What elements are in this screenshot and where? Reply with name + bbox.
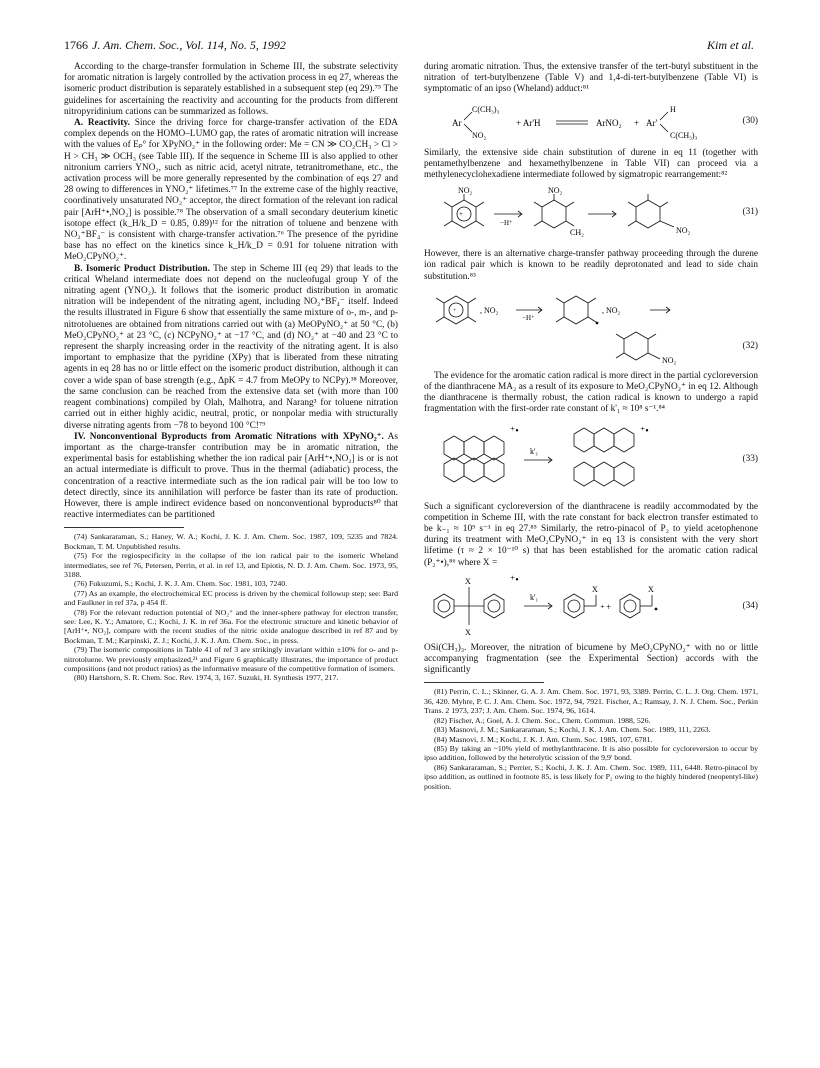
- eq32-no2b: , NO₂: [602, 305, 621, 315]
- footnote: (74) Sankararaman, S.; Haney, W. A.; Kochi, J. K. J. Am. Chem. Soc. 1987, 109, 5235 and 7824. Bockman, T. M. Unpublished results.: [64, 532, 398, 551]
- svg-text:⁺•: ⁺•: [640, 425, 649, 437]
- paragraph: OSi(CH₃)₃. Moreover, the nitration of bicumene by MeO₂CPyNO₂⁺ with no or little accompanying fragmentation (see the Experimental Section) accords with the significantly: [424, 642, 758, 676]
- footnote: (77) As an example, the electrochemical EC process is driven by the chemical followup step; see: Bard and Faulkner in ref 37a, p 454 ff.: [64, 588, 398, 608]
- section-text: As important as the charge-transfer contribution may be in aromatic nitration, the experimental basis for establishing whether the ion radical pair [ArH⁺•,NO₂] is or is not an actual intermediate is difficult to prove. Thus in the thermal (adiabatic) process, the concentration of a reactive intermediate such as the ion radical pair will be too low to detect directly, since its annihilation will perforce be faster than its rate of production. However, there is ample indirect evidence based on nonconventional byproducts⁸⁰ that reactive intermediates can be partitioned: [64, 431, 398, 521]
- paragraph: Such a significant cycloreversion of the dianthracene is readily accommodated by the competition in Scheme III, with the rate constant for back electron transfer estimated to be k₋₁ ≈ 10⁹ s⁻¹ in eq 27.⁸⁵ Similarly, the retro-pinacol of P₂ to yield acetophenone during its treatment with MeO₂CPyNO₂⁺ in eq 13 is consistent with the very short lifetime (τ ≈ 2 × 10⁻¹⁰ s) that has been established for the aromatic cation radical (P₂⁺•),⁸⁶ where X =: [424, 501, 758, 568]
- section-a: [64, 118, 398, 264]
- equation-31: [424, 185, 758, 245]
- eq33-k: k'₁: [530, 446, 539, 456]
- section-text: The step in Scheme III (eq 29) that leads to the critical Wheland intermediate does not depend on the nucleofugal group Y of the nitrating agent (YNO₂). It follows that the isomeric product distribution in aromatic nitration will be independent of the nitrating agent, including NO₂⁺BF₄⁻ itself. Indeed the results illustrated in Figure 6 show that essentially the same mixture of o-, m-, and p-nitrotoluenes are obtained from nitrations carried out with (a) MeOPyNO₂⁺ at 50 °C, (b) MeO₂CPyNO₂⁺ at 23 °C, (c) NCPyNO₂⁺ at −17 °C, and (d) NO₂⁺ at −40 and 23 °C to represent the sharply increasing order in the reactivity of the nitrating agent. It is also important to emphasize that the pyridine (XPy) that is liberated from these nitrating agents in eq 28 has no or little effect on the isomeric product distribution, although it can cover a wide span of base strength (e.g., ΔpK = 4.7 from MeOPy to NCPy).³⁸ Moreover, the same conclusion can be reached from the extensive data set (with more than 100 reagent combinations) compiled by Olah, Malhotra, and Narang³ for toluene nitration carried out in either highly acidic, neutral, protic, or nonpolar media with structurally diverse nitrating agents from −78 to beyond 100 °C!⁷⁹: [64, 263, 398, 431]
- paragraph: According to the charge-transfer formulation in Scheme III, the substrate selectivity for aromatic nitration is largely controlled by the activation process in eq 27, whereas the isomeric product distribution is separately established in a subsequent step (eq 29).⁷⁵ The guidelines for ascertaining the reactivity and accounting for the products from different nitropyridinium cations can be summarized as follows.: [64, 62, 398, 117]
- paragraph: during aromatic nitration. Thus, the extensive transfer of the tert-butyl substituent in the nitration of tert-butylbenzene (Table V) and 1,4-di-tert-butylbenzene (Table VI) is symptomatic of an ipso (Wheland) adduct:⁸¹: [424, 62, 758, 95]
- svg-text:⁺: ⁺: [600, 602, 605, 613]
- section-text: Since the driving force for charge-transfer activation of the EDA complex depends on the HOMO–LUMO gap, the rates of aromatic nitration will increase with the values of Eₚ° for XPyNO₂⁺ in the following order: Me = CN ≫ CO₂CH₃ > Cl > H > CH₃ ≫ OCH₃ (see Table III). If the sequence in Scheme III is also applied to other nitronium carriers YNO₂, such as nitric acid, acetyl nitrate, tetranitromethane, etc., the activation process will be more generally represented by the combination of eqs 27 and 28 owing to differences in YNO₂⁺ lifetimes.⁷⁷ In the extreme case of the highly reactive, coordinatively unsaturated NO₂⁺ acceptor, the direct formation of the relevant ion radical pair [ArH⁺•,NO₂] is possible.⁷⁸ The observation of a small secondary deuterium kinetic isotope effect (k_H/k_D = 0.85, 0.89)¹² for the nitration of toluene and benzene with NO₂⁺BF₄⁻ is consistent with charge-transfer activation.⁷⁶ The presence of the pyridine base has no effect on the kinetics since k_H/k_D = 0.91 for toluene nitration with MeO₂CPyNO₂⁺.: [64, 118, 398, 263]
- eq31-minush: −H⁺: [500, 219, 513, 228]
- svg-text:+: +: [453, 307, 457, 314]
- eq30-h: H: [670, 104, 676, 114]
- footnote: (83) Masnovi, J. M.; Sankararaman, S.; Kochi, J. K. J. Am. Chem. Soc. 1989, 111, 2263.: [434, 725, 711, 735]
- equation-number: (30): [742, 115, 758, 126]
- eq31-no2a: NO₂: [458, 186, 473, 196]
- eq30-ar2: Ar': [646, 117, 658, 128]
- svg-text:⁺•: ⁺•: [510, 425, 519, 437]
- eq32-minush: −H⁺: [522, 313, 535, 322]
- footnote: (86) Sankararaman, S.; Perrier, S.; Kochi, J. K. J. Am. Chem. Soc. 1989, 111, 6448. Retro-pinacol by ipso addition, as outlined in footnote 85, is less likely for P₂ owing to the highly hindered (neopentyl-like) position.: [424, 762, 758, 791]
- footnote: (81) Perrin, C. L.; Skinner, G. A. J. Am. Chem. Soc. 1971, 93, 3389. Perrin, C. L. J. Org. Chem. 1971, 36, 420. Myhre, P. C. J. Am. Chem. Soc. 1972, 94, 7921. Fischer, A.; Ramsay, J. N. J. Chem. Soc., Perkin Trans. 2 1973, 237; J. Am. Chem. Soc. 1974, 96, 1614.: [424, 687, 758, 716]
- footnote: (76) Fukuzumi, S.; Kochi, J. K. J. Am. Chem. Soc. 1981, 103, 7240.: [74, 579, 288, 589]
- eq30-product: ArNO₂: [596, 117, 622, 128]
- eq31-no2c: NO₂: [676, 226, 691, 236]
- footnote: (82) Fischer, A.; Goel, A. J. Chem. Soc., Chem. Commun. 1988, 526.: [434, 715, 651, 725]
- left-column: [64, 62, 398, 683]
- section-b: [64, 264, 398, 432]
- eq30-no2: NO₂: [472, 130, 487, 140]
- journal-citation: J. Am. Chem. Soc., Vol. 114, No. 5, 1992: [92, 38, 286, 52]
- svg-text:+: +: [459, 210, 463, 219]
- footnote: (79) The isomeric compositions in Table 41 of ref 3 are strikingly invariant within ±10% for o- and p-nitrotoluene. We previously emphasized,²¹ and Figure 6 graphically illustrates, the importance of product compositions (and not product ratios) as the informative measure of the competitive formation of isomers.: [64, 645, 398, 674]
- equation-30-drawing: [424, 100, 724, 144]
- eq30-tbu2: C(CH₃)₃: [670, 130, 698, 140]
- eq31-ch2: CH₂: [570, 228, 584, 238]
- footnote: (84) Masnovi, J. M.; Kochi, J. K. J. Am. Chem. Soc. 1985, 107, 6781.: [434, 734, 653, 744]
- section-heading: A. Reactivity.: [74, 118, 130, 129]
- eq34-x3: X: [592, 584, 598, 594]
- eq34-k: k'₁: [530, 592, 539, 602]
- eq30-tbu: C(CH₃)₃: [472, 104, 500, 114]
- equation-31-drawing: [424, 185, 724, 245]
- footnote: (78) For the relevant reduction potential of NO₂⁺ and the inner-sphere pathway for electron transfer, see: Lee, K. Y.; Amatore, C.; Kochi, J. K. in ref 36a. For the electronic structure and kinetic behavior of [ArH⁺•, NO₂], compare with the recent studies of the nitric oxide analogue described in ref 87 and by Bockman, T. M.; Karpinski, Z. J.; Kochi, J. K. J. Am. Chem. Soc., in press.: [64, 607, 398, 645]
- equation-number: (33): [742, 453, 758, 464]
- eq34-x2: X: [465, 627, 471, 637]
- equation-34-drawing: [424, 573, 724, 639]
- footnote: (75) For the regiospecificity in the collapse of the ion radical pair to the isomeric Wheland intermediates, see ref 76, Petersen, Perrin, et al. in ref 13, and Epiotis, N. D. J. Am. Chem. Soc. 1973, 95, 3188.: [64, 551, 398, 579]
- equation-32: [424, 287, 758, 367]
- right-column: [424, 62, 758, 791]
- paragraph: However, there is an alternative charge-transfer pathway proceeding through the durene ion radical pair which is known to be readily deprotonated and lead to side chain substitution.⁸³: [424, 249, 758, 282]
- equation-number: (34): [742, 600, 758, 611]
- eq32-no2c: NO₂: [662, 355, 677, 365]
- equation-34: [424, 573, 758, 639]
- section-iv: [64, 432, 398, 522]
- eq34-x1: X: [465, 576, 471, 586]
- footnote-rule: [424, 682, 544, 683]
- running-authors: Kim et al.: [707, 38, 754, 52]
- footnote: (80) Hartshorn, S. R. Chem. Soc. Rev. 1974, 3, 167. Suzuki, H. Synthesis 1977, 217.: [74, 673, 339, 683]
- paragraph: Similarly, the extensive side chain substitution of durene in eq 11 (together with pentamethylbenzene and hexamethylbenzene in Table VII) can proceed via a methylenecyclohexadiene intermediate followed by sigmatropic rearrangement:⁸²: [424, 147, 758, 181]
- footnote: (85) By taking an ~10% yield of methylanthracene. It is also possible for cycloreversion to occur by ipso addition, followed by the heterolytic scission of the 9,9' bond.: [424, 743, 758, 763]
- equation-number: (31): [742, 207, 758, 218]
- running-header: [64, 38, 754, 58]
- eq31-no2b: NO₂: [548, 186, 563, 196]
- paragraph: The evidence for the aromatic cation radical is more direct in the partial cycloreversion of the dianthracene MA₂ as a result of its exposure to MeO₂CPyNO₂⁺ in eq 12. Although the dianthracene is thermally robust, the cation radical is known to undergo a rapid fragmentation with the first-order rate constant of k'₁ ≈ 10⁸ s⁻¹.⁸⁴: [424, 370, 758, 415]
- section-heading: IV. Nonconventional Byproducts from Aromatic Nitrations with XPyNO₂⁺.: [74, 431, 384, 442]
- eq30-plus: + Ar'H: [516, 117, 541, 128]
- page-number: 1766: [64, 38, 88, 52]
- eq34-x4: X: [648, 584, 654, 594]
- eq30-plus2: +: [634, 117, 640, 128]
- equation-33: [424, 420, 758, 498]
- footnote-rule: [64, 527, 184, 528]
- svg-text:+: +: [606, 601, 612, 612]
- eq32-no2a: , NO₂: [480, 305, 499, 315]
- equation-32-drawing: [424, 287, 724, 367]
- section-heading: B. Isomeric Product Distribution.: [74, 263, 210, 274]
- svg-text:⁺•: ⁺•: [510, 574, 519, 586]
- equation-30: [424, 100, 758, 144]
- eq30-ar: Ar: [452, 117, 462, 128]
- equation-33-drawing: [424, 420, 724, 498]
- equation-number: (32): [742, 340, 758, 351]
